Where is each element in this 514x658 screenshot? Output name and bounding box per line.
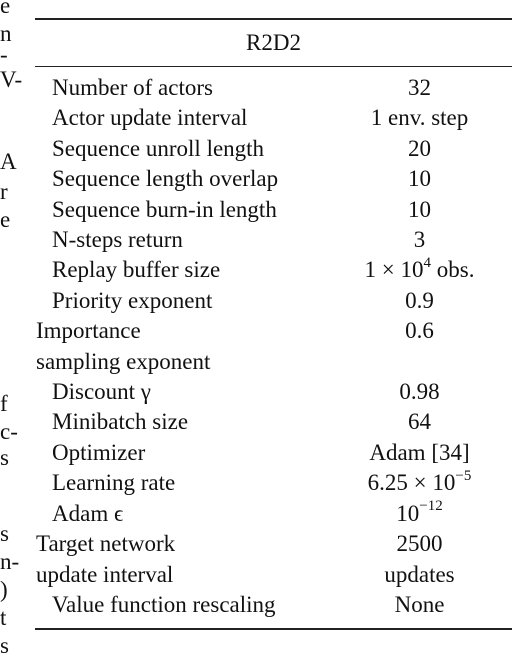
table-row [35,195,512,225]
table-row [35,316,512,377]
row-label: Learning rate [52,470,176,496]
row-label: Sequence unroll length [52,135,265,161]
margin-fragment: c- [0,419,18,444]
margin-fragment: - [0,42,8,67]
row-label: N-steps return [52,227,183,253]
table-row [35,103,512,133]
table-row [35,499,512,529]
margin-fragment: e [0,207,11,232]
row-value: 10 [408,166,431,192]
row-value: 20 [408,135,431,161]
margin-fragment: t [0,605,7,630]
row-label: Sequence burn-in length [52,196,277,222]
margin-fragment: A [0,149,17,174]
table-row [35,407,512,437]
row-label [35,529,327,590]
value-prefix: 1 × 10 [364,257,424,283]
table-row [35,529,512,590]
table-row [35,286,512,316]
row-value [327,529,512,590]
row-label: Value function rescaling [52,591,276,617]
row-value-line: 2500 [396,531,443,557]
left-margin-text-fragments [0,0,23,658]
margin-fragment: f [0,391,8,416]
row-label: Sequence length overlap [52,166,279,192]
margin-fragment: n [0,21,12,46]
table-row [35,225,512,255]
row-value: Adam [34] [369,439,470,465]
row-label: Adam ϵ [52,500,124,526]
row-value: None [394,591,445,617]
row-label-line: Target network [36,531,176,557]
margin-fragment: V- [0,67,23,92]
row-value: 32 [408,75,431,100]
value-exponent: −5 [455,467,472,484]
table-row [35,377,512,407]
value-exponent: −12 [419,498,443,515]
row-value: 1 env. step [370,105,469,131]
bottom-rule [35,628,512,630]
row-label: Replay buffer size [52,257,221,283]
table-row [35,255,512,285]
hyperparameter-table [35,18,512,630]
row-value: 0.9 [405,287,434,313]
table-row [35,468,512,498]
table-row [35,164,512,194]
row-value [327,499,512,529]
row-label: Priority exponent [52,287,213,313]
row-label: Actor update interval [52,105,248,131]
row-value [327,468,512,498]
margin-fragment: n- [0,549,20,574]
row-value-line: updates [384,561,455,587]
row-label: Discount γ [52,379,151,405]
row-value: 3 [413,227,426,253]
row-label: Number of actors [52,75,213,100]
table-body [35,67,512,628]
row-value: 64 [408,409,431,435]
row-label-line: sampling exponent [36,348,211,374]
row-value: 10 [408,196,431,222]
margin-fragment: e [0,0,11,18]
table-row [35,134,512,164]
table-row [35,590,512,620]
row-label [35,316,327,377]
value-prefix: 6.25 × 10 [367,470,456,496]
value-prefix: 10 [396,500,420,526]
row-value: 0.6 [405,318,434,344]
margin-fragment: r [0,179,8,204]
margin-fragment: ) [0,577,8,602]
row-label: Optimizer [52,439,146,465]
table-row [35,438,512,468]
table-header: R2D2 [246,30,301,55]
margin-fragment: s [0,445,9,470]
margin-fragment: s [0,633,9,658]
row-label-line: update interval [36,561,174,587]
table-row [35,73,512,103]
row-label-line: Importance [36,318,141,344]
value-exponent: 4 [423,254,432,271]
row-value [327,255,512,285]
value-suffix: obs. [431,257,475,283]
row-value: 0.98 [399,379,440,405]
row-label: Minibatch size [52,409,189,435]
margin-fragment: s [0,521,9,546]
